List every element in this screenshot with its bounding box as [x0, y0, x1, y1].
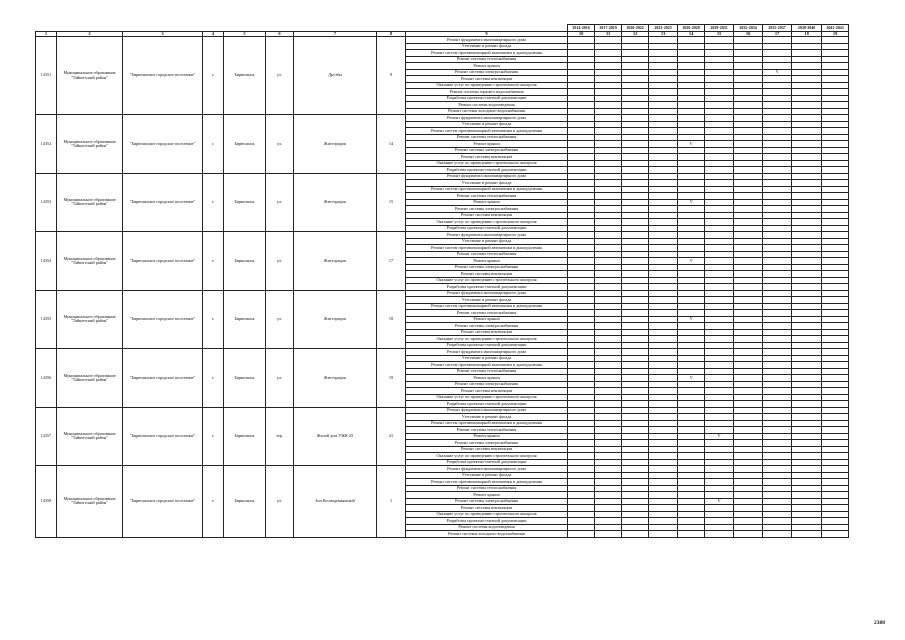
city-cell: Бирюсинск: [224, 37, 266, 115]
work-type-cell: Ремонт крыши: [406, 316, 568, 323]
work-type-cell: Ремонт крыши: [406, 199, 568, 206]
period-cell: [792, 531, 822, 538]
year-header: 2014-2016: [568, 25, 595, 32]
house-cell: 17: [377, 232, 406, 291]
house-cell: 19: [377, 349, 406, 408]
street-cell: Житторидок: [294, 115, 377, 174]
year-header: 2032-2034: [734, 25, 763, 32]
table-body: [36, 25, 849, 538]
settlement-type-cell: г.: [203, 115, 224, 174]
house-cell: 18: [377, 290, 406, 349]
work-type-cell: Утепление и ремонт фасада: [406, 121, 568, 128]
column-number: 4: [203, 31, 224, 37]
work-type-cell: Ремонт системы вентиляции: [406, 76, 568, 83]
work-type-cell: Ремонт фундамента многоквартирного дома: [406, 349, 568, 356]
year-header: 2017-2019: [595, 25, 622, 32]
settlement-cell: "Бирюсинское городское поселение": [123, 407, 203, 466]
city-cell: Бирюсинск: [224, 115, 266, 174]
work-type-cell: Утепление и ремонт фасада: [406, 297, 568, 304]
house-cell: 14: [377, 115, 406, 174]
period-mark: V: [678, 199, 705, 206]
period-mark: V: [678, 141, 705, 148]
period-cell: [734, 531, 763, 538]
work-type-cell: Разработка проектно-сметной документации: [406, 401, 568, 408]
work-type-cell: Ремонт системы теплоснабжения: [406, 485, 568, 492]
year-header: 2029-2031: [705, 25, 734, 32]
work-type-cell: Оказание услуг по проведению строительного контроля: [406, 394, 568, 401]
work-type-cell: Ремонт системы теплоснабжения: [406, 56, 568, 63]
municipality-cell: Муниципальное образование "Тайшетский район": [57, 290, 123, 349]
year-header: 2038-2040: [792, 25, 822, 32]
work-type-cell: Ремонт системы теплоснабжения: [406, 310, 568, 317]
work-type-cell: Разработка проектно-сметной документации: [406, 95, 568, 102]
house-cell: 1: [377, 466, 406, 538]
work-type-cell: Утепление и ремонт фасада: [406, 472, 568, 479]
work-type-cell: Ремонт фундамента многоквартирного дома: [406, 290, 568, 297]
column-number: 18: [792, 31, 822, 37]
work-type-cell: Ремонт крыши: [406, 492, 568, 499]
municipality-cell: Муниципальное образование "Тайшетский район": [57, 232, 123, 291]
period-cell: [568, 531, 595, 538]
column-number: 3: [123, 31, 203, 37]
record-id: 14351: [36, 37, 57, 115]
column-number: 17: [763, 31, 792, 37]
year-header: 2023-2025: [649, 25, 678, 32]
page-number: 2388: [874, 620, 885, 626]
work-type-cell: Ремонт системы электроснабжения: [406, 147, 568, 154]
street-cell: Житторидок: [294, 173, 377, 232]
work-type-cell: Ремонт системы водоотведения: [406, 524, 568, 531]
year-header: 2035-2037: [763, 25, 792, 32]
period-mark: V: [678, 258, 705, 265]
work-type-cell: Ремонт фундамента многоквартирного дома: [406, 466, 568, 473]
period-mark: V: [705, 433, 734, 440]
work-type-cell: Оказание услуг по проведению строительного контроля: [406, 511, 568, 518]
period-cell: [822, 531, 849, 538]
city-cell: Бирюсинск: [224, 232, 266, 291]
period-cell: [705, 531, 734, 538]
year-header: 2026-2028: [678, 25, 705, 32]
house-cell: 41: [377, 407, 406, 466]
work-type-cell: Ремонт системы теплоснабжения: [406, 193, 568, 200]
work-type-cell: Ремонт фундамента многоквартирного дома: [406, 407, 568, 414]
city-cell: Бирюсинск: [224, 407, 266, 466]
municipality-cell: Муниципальное образование "Тайшетский район": [57, 466, 123, 538]
record-id: 14355: [36, 290, 57, 349]
column-number: 11: [595, 31, 622, 37]
settlement-cell: "Бирюсинское городское поселение": [123, 466, 203, 538]
work-type-cell: Ремонт систем противопожарной автоматики и дымоудаления: [406, 245, 568, 252]
record-id: 14354: [36, 232, 57, 291]
period-cell: [763, 531, 792, 538]
work-type-cell: Ремонт систем противопожарной автоматики и дымоудаления: [406, 186, 568, 193]
work-type-cell: Ремонт системы вентиляции: [406, 212, 568, 219]
work-type-cell: Оказание услуг по проведению строительного контроля: [406, 453, 568, 460]
period-cell: [595, 531, 622, 538]
settlement-cell: "Бирюсинское городское поселение": [123, 37, 203, 115]
work-type-cell: Ремонт систем противопожарной автоматики и дымоудаления: [406, 420, 568, 427]
work-type-cell: Ремонт системы теплоснабжения: [406, 427, 568, 434]
record-id: 14357: [36, 407, 57, 466]
work-type-cell: Утепление и ремонт фасада: [406, 43, 568, 50]
work-type-cell: Ремонт системы вентиляции: [406, 271, 568, 278]
settlement-type-cell: г.: [203, 290, 224, 349]
column-number: 6: [266, 31, 294, 37]
work-type-cell: Оказание услуг по проведению строительного контроля: [406, 82, 568, 89]
column-number: 1: [36, 31, 57, 37]
record-id: 14353: [36, 173, 57, 232]
year-header: 2041-2043: [822, 25, 849, 32]
work-type-cell: Ремонт системы электроснабжения: [406, 381, 568, 388]
street-cell: Житторидок: [294, 232, 377, 291]
period-mark: V: [763, 69, 792, 76]
column-number: 7: [294, 31, 377, 37]
period-cell: [622, 531, 649, 538]
work-type-cell: Оказание услуг по проведению строительного контроля: [406, 336, 568, 343]
column-number: 16: [734, 31, 763, 37]
settlement-cell: "Бирюсинское городское поселение": [123, 232, 203, 291]
column-number: 14: [678, 31, 705, 37]
settlement-cell: "Бирюсинское городское поселение": [123, 349, 203, 408]
work-type-cell: Ремонт систем противопожарной автоматики и дымоудаления: [406, 303, 568, 310]
column-number: 9: [406, 31, 568, 37]
work-type-cell: Утепление и ремонт фасада: [406, 355, 568, 362]
settlement-type-cell: г.: [203, 173, 224, 232]
column-number: 12: [622, 31, 649, 37]
work-type-cell: Ремонт крыши: [406, 433, 568, 440]
work-type-cell: Ремонт крыши: [406, 63, 568, 70]
street-type-cell: ул.: [266, 466, 294, 538]
period-mark: V: [678, 375, 705, 382]
city-cell: Бирюсинск: [224, 290, 266, 349]
street-cell: Зои Космодемьянской: [294, 466, 377, 538]
work-type-cell: Ремонт системы вентиляции: [406, 446, 568, 453]
work-type-cell: Ремонт систем противопожарной автоматики и дымоудаления: [406, 362, 568, 369]
settlement-cell: "Бирюсинское городское поселение": [123, 173, 203, 232]
street-type-cell: ул.: [266, 173, 294, 232]
municipality-cell: Муниципальное образование "Тайшетский район": [57, 37, 123, 115]
work-type-cell: Ремонт фундамента многоквартирного дома: [406, 37, 568, 44]
work-type-cell: Ремонт систем противопожарной автоматики и дымоудаления: [406, 128, 568, 135]
work-type-cell: Ремонт системы горячего водоснабжения: [406, 89, 568, 96]
street-type-cell: ул.: [266, 232, 294, 291]
work-type-cell: Ремонт крыши: [406, 375, 568, 382]
capital-repair-table: [35, 24, 849, 538]
work-type-cell: Оказание услуг по проведению строительного контроля: [406, 160, 568, 167]
record-id: 14358: [36, 466, 57, 538]
city-cell: Бирюсинск: [224, 466, 266, 538]
municipality-cell: Муниципальное образование "Тайшетский район": [57, 349, 123, 408]
column-number: 19: [822, 31, 849, 37]
work-type-cell: Ремонт систем противопожарной автоматики и дымоудаления: [406, 479, 568, 486]
work-type-cell: Ремонт системы электроснабжения: [406, 440, 568, 447]
work-type-cell: Ремонт системы холодного водоснабжения: [406, 531, 568, 538]
work-type-cell: Разработка проектно-сметной документации: [406, 342, 568, 349]
work-type-cell: Ремонт системы теплоснабжения: [406, 251, 568, 258]
record-id: 14356: [36, 349, 57, 408]
street-cell: Житторидок: [294, 349, 377, 408]
street-type-cell: ул.: [266, 115, 294, 174]
work-type-cell: Ремонт системы теплоснабжения: [406, 368, 568, 375]
column-number: 2: [57, 31, 123, 37]
column-number: 5: [224, 31, 266, 37]
house-cell: 15: [377, 173, 406, 232]
work-type-cell: Ремонт системы вентиляции: [406, 329, 568, 336]
column-number: 15: [705, 31, 734, 37]
city-cell: Бирюсинск: [224, 173, 266, 232]
settlement-type-cell: г.: [203, 37, 224, 115]
work-type-cell: Ремонт системы электроснабжения: [406, 498, 568, 505]
work-type-cell: Ремонт фундамента многоквартирного дома: [406, 173, 568, 180]
city-cell: Бирюсинск: [224, 349, 266, 408]
work-type-cell: Ремонт системы электроснабжения: [406, 323, 568, 330]
work-type-cell: Ремонт системы водоотведения: [406, 102, 568, 109]
work-type-cell: Ремонт крыши: [406, 141, 568, 148]
column-number: 13: [649, 31, 678, 37]
period-mark: V: [705, 498, 734, 505]
work-type-cell: Ремонт системы вентиляции: [406, 388, 568, 395]
work-type-cell: Утепление и ремонт фасада: [406, 414, 568, 421]
settlement-type-cell: г.: [203, 466, 224, 538]
work-type-cell: Ремонт крыши: [406, 258, 568, 265]
work-type-cell: Разработка проектно-сметной документации: [406, 225, 568, 232]
work-type-cell: Ремонт системы холодного водоснабжения: [406, 108, 568, 115]
work-type-cell: Разработка проектно-сметной документации: [406, 167, 568, 174]
street-cell: Житторидок: [294, 290, 377, 349]
street-type-cell: ул.: [266, 349, 294, 408]
work-type-cell: Разработка проектно-сметной документации: [406, 284, 568, 291]
work-type-cell: Ремонт системы вентиляции: [406, 505, 568, 512]
municipality-cell: Муниципальное образование "Тайшетский район": [57, 173, 123, 232]
work-type-cell: Ремонт системы электроснабжения: [406, 206, 568, 213]
street-cell: Друзбы: [294, 37, 377, 115]
street-type-cell: ул.: [266, 290, 294, 349]
work-type-cell: Оказание услуг по проведению строительного контроля: [406, 277, 568, 284]
work-type-cell: Ремонт систем противопожарной автоматики и дымоудаления: [406, 50, 568, 57]
settlement-cell: "Бирюсинское городское поселение": [123, 290, 203, 349]
work-type-cell: Ремонт системы электроснабжения: [406, 264, 568, 271]
settlement-cell: "Бирюсинское городское поселение": [123, 115, 203, 174]
column-number: 8: [377, 31, 406, 37]
register-sheet: [35, 24, 844, 610]
work-type-cell: Разработка проектно-сметной документации: [406, 459, 568, 466]
street-type-cell: ул.: [266, 37, 294, 115]
house-cell: 9: [377, 37, 406, 115]
period-cell: [678, 531, 705, 538]
settlement-type-cell: г.: [203, 349, 224, 408]
work-type-cell: Утепление и ремонт фасада: [406, 238, 568, 245]
settlement-type-cell: г.: [203, 232, 224, 291]
year-header: 2020-2022: [622, 25, 649, 32]
street-type-cell: тер.: [266, 407, 294, 466]
work-type-cell: Ремонт фундамента многоквартирного дома: [406, 232, 568, 239]
record-id: 14352: [36, 115, 57, 174]
work-type-cell: Утепление и ремонт фасада: [406, 180, 568, 187]
settlement-type-cell: г.: [203, 407, 224, 466]
work-type-cell: Ремонт системы электроснабжения: [406, 69, 568, 76]
work-type-cell: Ремонт системы теплоснабжения: [406, 134, 568, 141]
work-type-cell: Разработка проектно-сметной документации: [406, 518, 568, 525]
period-mark: V: [678, 316, 705, 323]
work-type-cell: Ремонт фундамента многоквартирного дома: [406, 115, 568, 122]
municipality-cell: Муниципальное образование "Тайшетский район": [57, 115, 123, 174]
work-type-cell: Оказание услуг по проведению строительного контроля: [406, 219, 568, 226]
work-type-cell: Ремонт системы вентиляции: [406, 154, 568, 161]
period-cell: [649, 531, 678, 538]
street-cell: Жилой дом УЖК-25: [294, 407, 377, 466]
column-number: 10: [568, 31, 595, 37]
municipality-cell: Муниципальное образование "Тайшетский район": [57, 407, 123, 466]
